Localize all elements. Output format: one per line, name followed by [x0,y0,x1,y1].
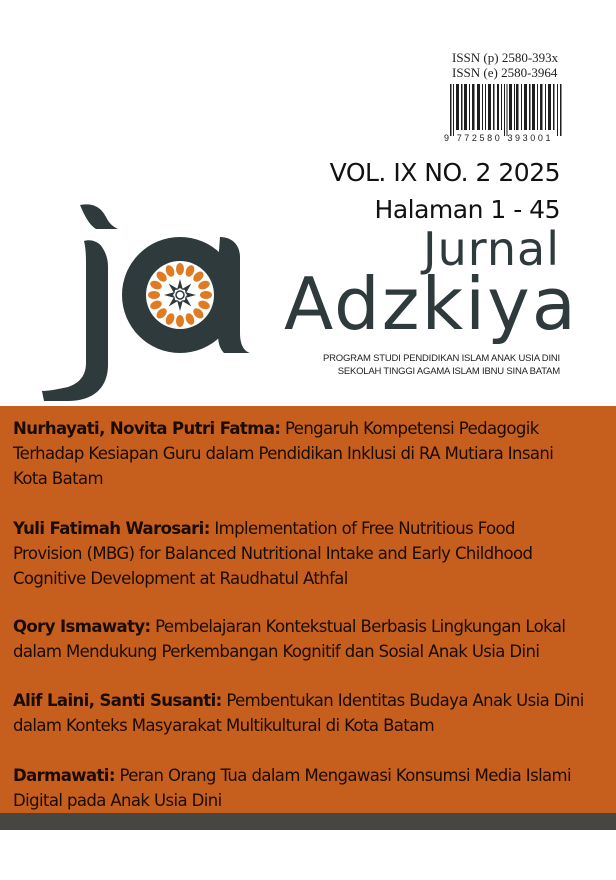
article-title-line: Terhadap Kesiapan Guru dalam Pendidikan Inklusi di RA Mutiara Insani [13,444,554,463]
program-info [323,352,560,378]
article-title-line: Kota Batam [13,469,104,488]
article-title-line: Peran Orang Tua dalam Mengawasi Konsumsi Media Islami [119,766,572,785]
program-line2: SEKOLAH TINGGI AGAMA ISLAM IBNU SINA BATAM [337,366,560,377]
article-authors: Darmawati: [13,766,115,785]
article-authors: Qory Ismawaty: [13,617,151,636]
article-authors: Nurhayati, Novita Putri Fatma: [13,419,281,438]
issn-print: ISSN (p) 2580-393x [452,50,559,65]
issn-block [452,50,558,80]
article-item [13,516,603,591]
article-item [13,763,603,813]
article-item [13,688,603,738]
article-title-line: Implementation of Free Nutritious Food [214,519,515,538]
barcode-icon [450,84,562,136]
article-authors: Alif Laini, Santi Susanti: [13,691,222,710]
issn-electronic: ISSN (e) 2580-3964 [452,65,558,80]
article-authors: Yuli Fatimah Warosari: [13,519,210,538]
article-title-line: dalam Mendukung Perkembangan Kognitif dan Sosial Anak Usia Dini [13,642,540,661]
article-title-line: Digital pada Anak Usia Dini [13,791,222,810]
article-title-line: dalam Konteks Masyarakat Multikultural di Kota Batam [13,716,435,735]
article-title-line: Cognitive Development at Raudhatul Athfal [13,569,348,588]
ja-logo-icon [28,195,258,407]
article-title-line: Provision (MBG) for Balanced Nutritional Intake and Early Childhood [13,544,533,563]
article-title-line: Pembelajaran Kontekstual Berbasis Lingkungan Lokal [155,617,566,636]
article-title-line: Pengaruh Kompetensi Pedagogik [285,419,539,438]
article-item [13,416,603,491]
article-title-line: Pembentukan Identitas Budaya Anak Usia Dini [226,691,584,710]
program-line1: PROGRAM STUDI PENDIDIKAN ISLAM ANAK USIA DINI [323,353,560,364]
bottom-bar [0,813,616,830]
journal-name-line1: Jurnal [423,222,560,276]
pages-label: Halaman 1 - 45 [374,195,560,224]
volume-label: VOL. IX NO. 2 2025 [329,158,560,187]
article-item [13,614,603,664]
journal-name-line2: Adzkiya [284,262,578,346]
barcode-number: 9 772580 393001 [444,133,554,143]
